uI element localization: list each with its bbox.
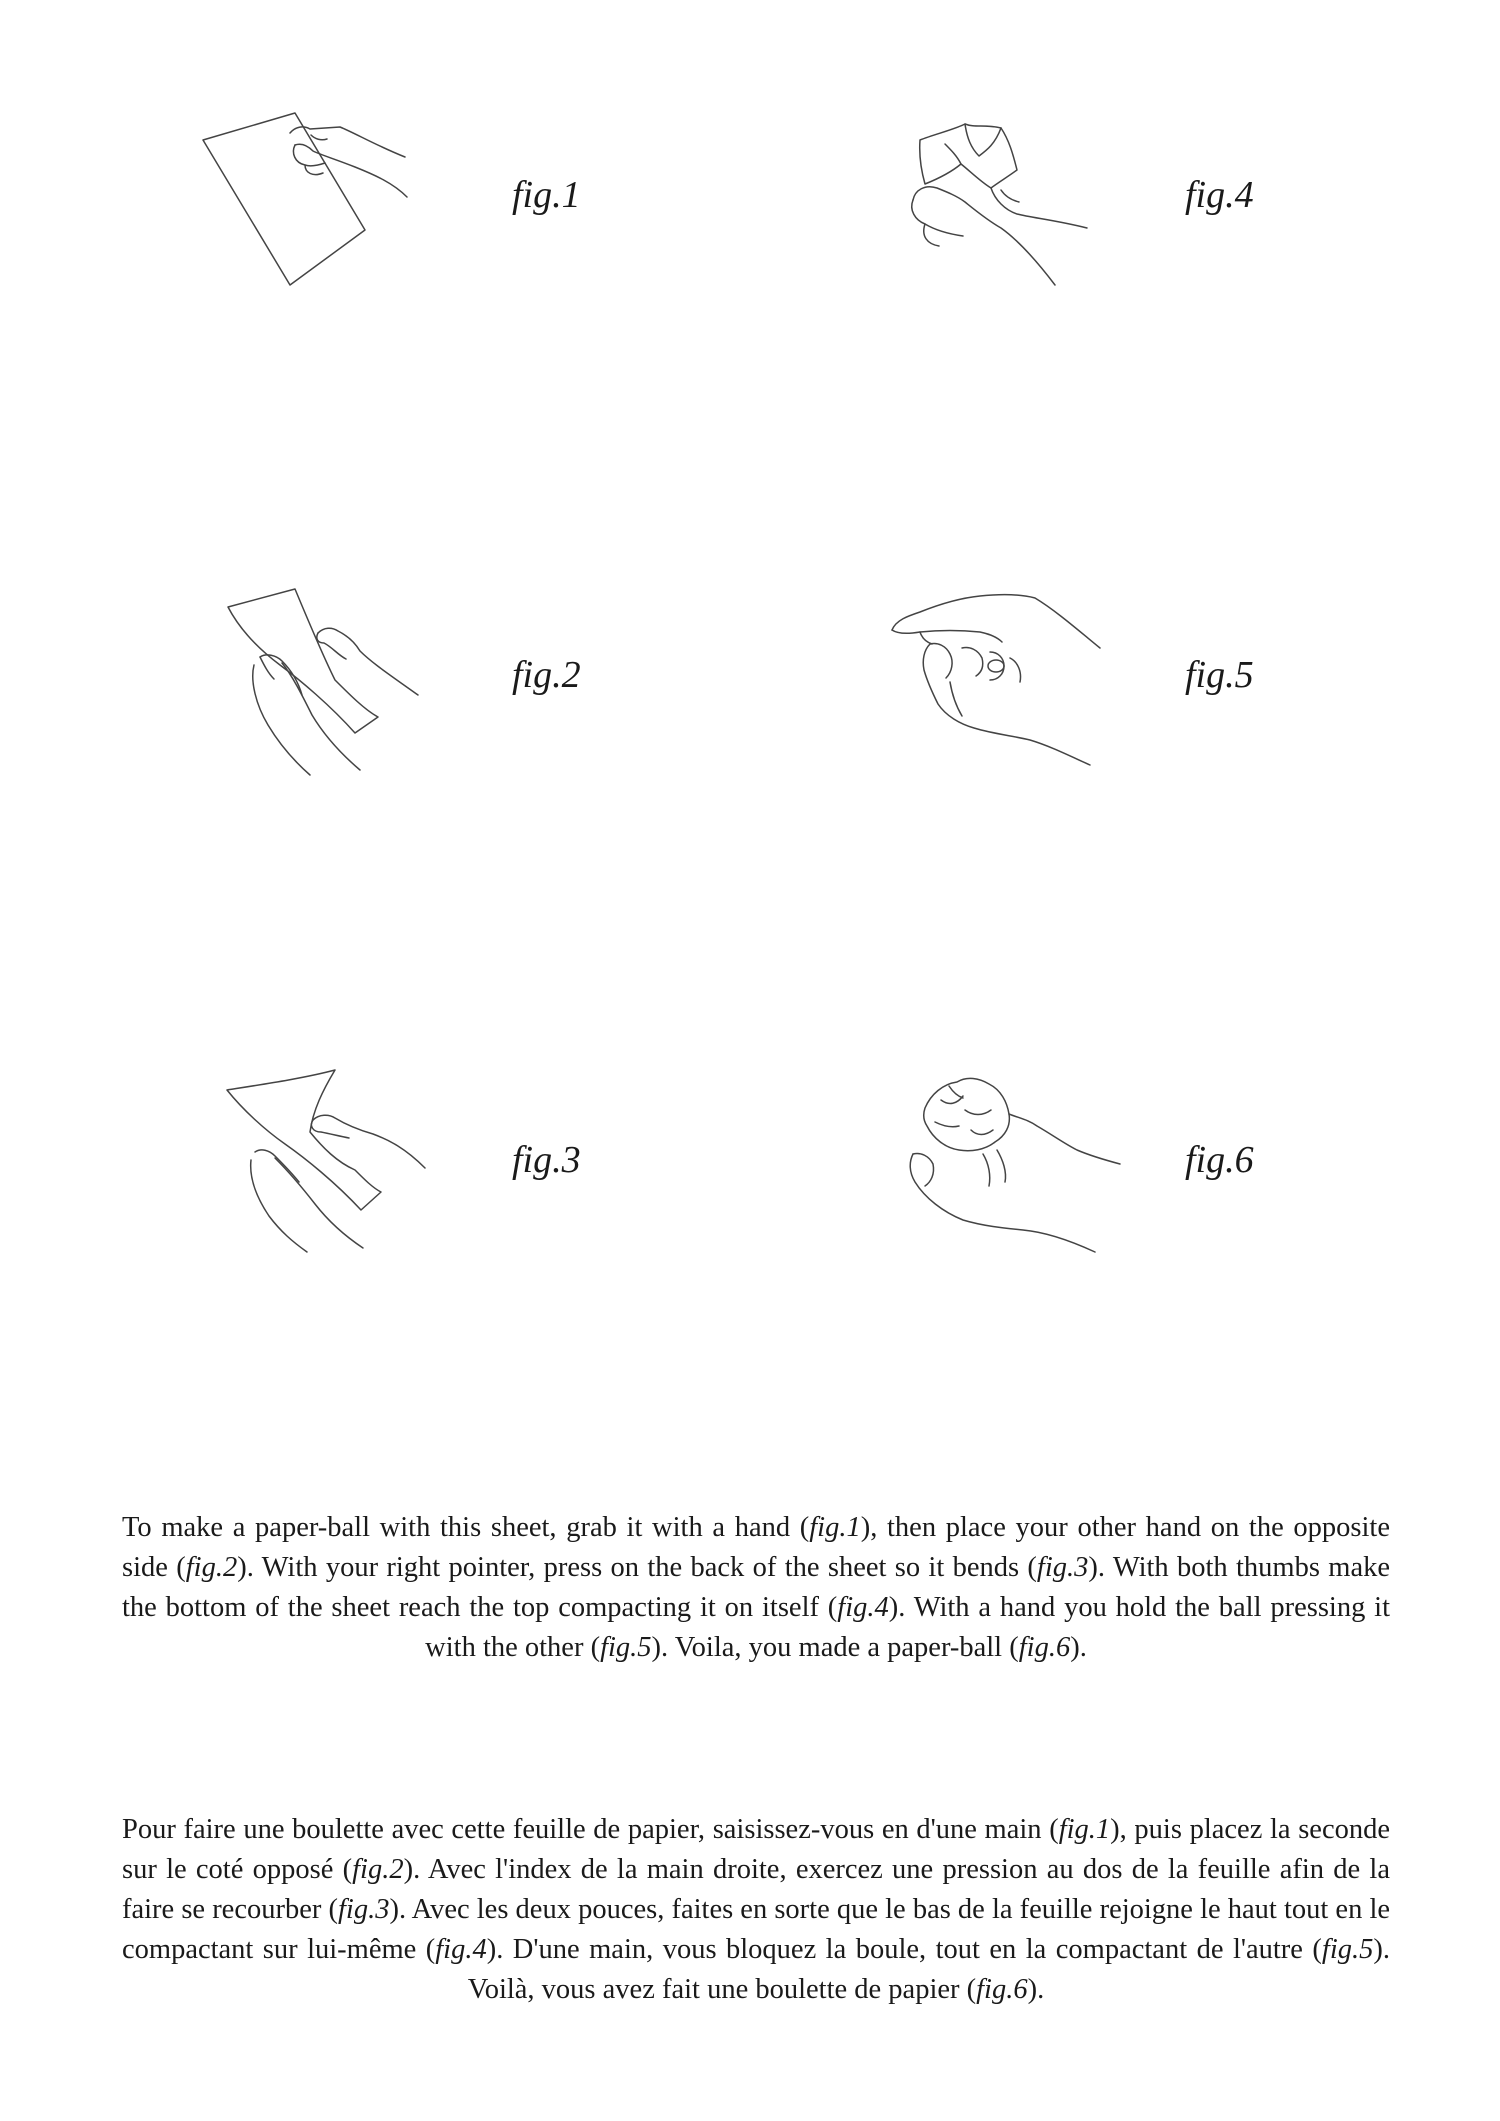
fr-text-1: Pour faire une boulette avec cette feuille de papier, saisissez-vous en d'une main ( [122, 1814, 1059, 1845]
fig-1-caption: fig.1 [512, 174, 581, 216]
en-text-4: ). With both thumbs make the bottom of the sheet reach the top compacting it on itself ( [122, 1552, 1390, 1623]
en-text-6: ). Voila, you made a paper-ball ( [651, 1632, 1019, 1663]
en-ref-fig3: fig.3 [1036, 1552, 1089, 1583]
fr-text-5: ). D'une main, vous bloquez la boule, tout en la compactant de l'autre ( [486, 1934, 1322, 1965]
en-text-3: ). With your right pointer, press on the back of the sheet so it bends ( [237, 1552, 1037, 1583]
en-text-1: To make a paper-ball with this sheet, grab it with a hand ( [122, 1512, 810, 1543]
figure-3 [225, 1070, 425, 1255]
en-ref-fig6: fig.6 [1018, 1632, 1071, 1663]
fr-text-7: ). [1027, 1974, 1045, 2005]
fr-ref-fig6: fig.6 [976, 1974, 1028, 2005]
fr-ref-fig4: fig.4 [435, 1934, 487, 1965]
en-ref-fig5: fig.5 [600, 1632, 652, 1663]
instructions-english [122, 1508, 1390, 1668]
en-ref-fig2: fig.2 [185, 1552, 238, 1583]
fr-text-2: ), puis placez la seconde sur le coté opposé ( [122, 1814, 1390, 1885]
instructions-french [122, 1810, 1390, 2010]
figure-6 [905, 1070, 1125, 1255]
fr-ref-fig5: fig.5 [1321, 1934, 1374, 1965]
fig-6-caption: fig.6 [1185, 1139, 1254, 1181]
figure-5 [890, 590, 1110, 765]
pointer-bending-sheet-icon [225, 1070, 425, 1255]
fig-2-caption: fig.2 [512, 654, 581, 696]
en-text-5: ). With a hand you hold the ball pressing it with the other ( [425, 1592, 1390, 1663]
fr-text-6: ). Voilà, vous avez fait une boulette de papier ( [467, 1934, 1390, 2005]
fig-4-caption: fig.4 [1185, 174, 1254, 216]
en-text-2: ), then place your other hand on the opposite side ( [122, 1512, 1390, 1583]
hands-pressing-ball-icon [890, 590, 1110, 765]
en-ref-fig1: fig.1 [809, 1512, 861, 1543]
fr-text-4: ). Avec les deux pouces, faites en sorte que le bas de la feuille rejoigne le haut tout en le compactant sur lui-même ( [122, 1894, 1391, 1965]
two-hands-holding-sheet-icon [220, 585, 420, 775]
fr-text-3: ). Avec l'index de la main droite, exercez une pression au dos de la feuille afin de la faire se recourber ( [122, 1854, 1390, 1925]
figure-2 [220, 585, 420, 775]
fig-3-caption: fig.3 [512, 1139, 581, 1181]
figure-4 [905, 120, 1090, 285]
fr-ref-fig3: fig.3 [337, 1894, 390, 1925]
hand-holding-sheet-icon [195, 105, 425, 295]
en-ref-fig4: fig.4 [837, 1592, 889, 1623]
figure-1 [195, 105, 425, 295]
hand-holding-paper-ball-icon [905, 1070, 1125, 1255]
fig-5-caption: fig.5 [1185, 654, 1254, 696]
fr-ref-fig2: fig.2 [352, 1854, 404, 1885]
en-text-7: ). [1070, 1632, 1087, 1663]
fr-ref-fig1: fig.1 [1058, 1814, 1111, 1845]
thumbs-compacting-sheet-icon [905, 120, 1090, 285]
